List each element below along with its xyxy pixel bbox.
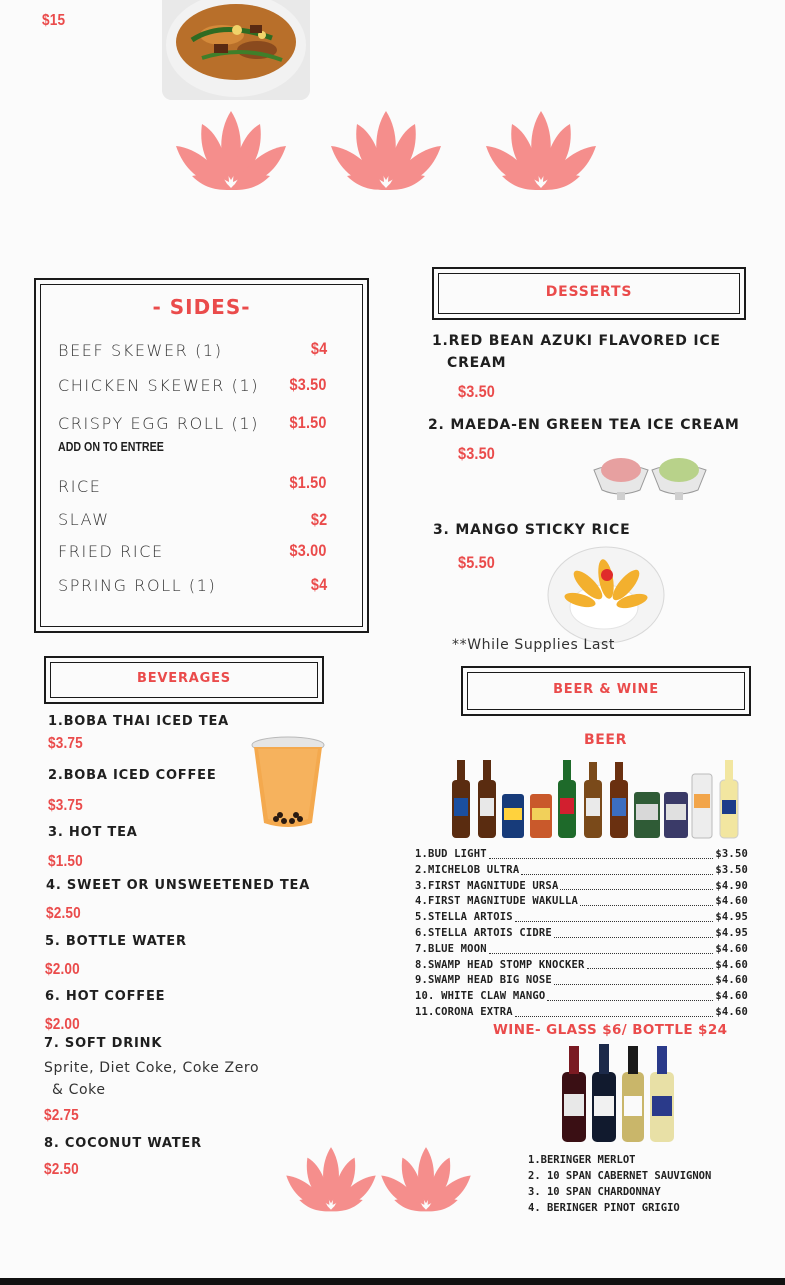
beverage-item-name: 7. SOFT DRINK (44, 1036, 163, 1051)
beverage-item-name: 1.BOBA THAI ICED TEA (48, 714, 229, 729)
side-item-price: $4 (310, 339, 327, 358)
beer-row (415, 926, 748, 942)
dessert-item-name: 1.RED BEAN AZUKI FLAVORED ICE (432, 333, 721, 349)
ice-cream-image (590, 450, 710, 508)
beer-bottles-image (446, 758, 746, 846)
beer-name: 1.BUD LIGHT (415, 848, 487, 860)
beer-name: 4.FIRST MAGNITUDE WAKULLA (415, 895, 579, 908)
lotus-icon (327, 106, 445, 196)
beer-row (415, 847, 748, 863)
beer-price: $4.90 (715, 879, 748, 892)
beer-row (415, 863, 748, 879)
soft-drink-description-cont: & Coke (52, 1082, 106, 1098)
dessert-item-price: $5.50 (458, 553, 496, 572)
desserts-title: DESSERTS (545, 284, 633, 300)
beer-name: 8.SWAMP HEAD STOMP KNOCKER (415, 958, 585, 971)
side-item-name: CRISPY EGG ROLL (1) (58, 414, 260, 433)
beverage-item-name: 6. HOT COFFEE (45, 989, 166, 1004)
beverage-item-price: $3.75 (48, 797, 83, 814)
dessert-item-name: 3. MANGO STICKY RICE (433, 522, 631, 538)
side-item-price: $3.00 (289, 541, 327, 560)
dessert-item-name: 2. MAEDA-EN GREEN TEA ICE CREAM (428, 417, 740, 433)
side-item-price: $2 (310, 510, 327, 529)
beverages-title: BEVERAGES (137, 671, 231, 686)
beverage-item-price: $2.50 (46, 905, 81, 922)
sides-title: - SIDES- (152, 295, 251, 319)
beer-name: 10. WHITE CLAW MANGO (415, 990, 546, 1003)
noodle-dish-image (162, 0, 310, 100)
side-item-price: $1.50 (289, 473, 327, 492)
beer-price: $4.95 (715, 911, 748, 924)
beer-price: $4.60 (715, 974, 748, 987)
beer-price: $4.95 (715, 926, 748, 939)
wine-list (528, 1152, 711, 1216)
beer-price: $4.60 (715, 895, 748, 908)
beverage-item-price: $2.00 (45, 1016, 80, 1033)
wine-item: 4. BERINGER PINOT GRIGIO (528, 1202, 680, 1214)
side-item-name: RICE (58, 477, 102, 496)
beer-name: 5.STELLA ARTOIS (415, 911, 513, 924)
side-item-name: CHICKEN SKEWER (1) (58, 376, 260, 395)
side-item-name: SPRING ROLL (1) (58, 576, 217, 595)
lotus-icon (172, 106, 290, 196)
wine-item: 2. 10 SPAN CABERNET SAUVIGNON (528, 1170, 712, 1182)
lotus-icon (283, 1142, 379, 1218)
beer-price: $4.60 (715, 942, 748, 955)
beer-price: $4.60 (715, 958, 748, 971)
mango-sticky-rice-image (546, 545, 666, 649)
beer-row (415, 958, 748, 974)
side-item-name: FRIED RICE (58, 542, 164, 561)
wine-item: 1.BERINGER MERLOT (528, 1154, 636, 1166)
beer-wine-title: BEER & WINE (553, 682, 659, 697)
lotus-icon (482, 106, 600, 196)
beer-heading: BEER (584, 732, 627, 748)
beer-row (415, 942, 748, 958)
beverage-item-price: $2.50 (44, 1161, 79, 1178)
dessert-item-price: $3.50 (458, 382, 496, 401)
wine-bottles-image (556, 1042, 680, 1150)
dessert-item-price: $3.50 (458, 444, 496, 463)
beverage-item-price: $1.50 (48, 853, 83, 870)
beer-price: $4.60 (715, 990, 748, 1003)
beer-name: 3.FIRST MAGNITUDE URSA (415, 879, 559, 892)
wine-heading: WINE- GLASS $6/ BOTTLE $24 (493, 1022, 728, 1038)
top-item-price: $15 (42, 12, 66, 29)
beer-name: 11.CORONA EXTRA (415, 1005, 513, 1018)
beer-name: 9.SWAMP HEAD BIG NOSE (415, 974, 552, 987)
lotus-icon (378, 1142, 474, 1218)
beverage-item-name: 2.BOBA ICED COFFEE (48, 768, 217, 783)
desserts-note: **While Supplies Last (452, 637, 615, 653)
side-item-price: $4 (310, 575, 327, 594)
wine-item: 3. 10 SPAN CHARDONNAY (528, 1186, 661, 1198)
beverages-header-box (44, 656, 324, 704)
beverage-item-name: 4. SWEET OR UNSWEETENED TEA (46, 878, 311, 893)
beer-price: $3.50 (715, 848, 748, 860)
beer-row (415, 973, 748, 989)
beer-name: 2.MICHELOB ULTRA (415, 863, 520, 876)
desserts-header-box (432, 267, 746, 320)
beer-row (415, 879, 748, 895)
beverage-item-name: 5. BOTTLE WATER (45, 934, 187, 949)
side-item-price: $1.50 (289, 413, 327, 432)
beer-price: $4.60 (715, 1005, 748, 1018)
side-item-price: $3.50 (289, 375, 327, 394)
beer-wine-header-box (461, 666, 751, 716)
beer-row (415, 989, 748, 1005)
beer-name: 6.STELLA ARTOIS CIDRE (415, 926, 552, 939)
beverage-item-price: $3.75 (48, 735, 83, 752)
beer-row (415, 894, 748, 910)
egg-roll-note: ADD ON TO ENTREE (58, 439, 164, 454)
soft-drink-description: Sprite, Diet Coke, Coke Zero (44, 1060, 260, 1076)
side-item-name: SLAW (58, 510, 110, 529)
beverage-item-name: 3. HOT TEA (48, 825, 138, 840)
beverage-item-price: $2.00 (45, 961, 80, 978)
beer-row (415, 910, 748, 926)
beer-name: 7.BLUE MOON (415, 942, 487, 955)
side-item-name: BEEF SKEWER (1) (58, 341, 223, 360)
beverage-item-price: $2.75 (44, 1107, 79, 1124)
beer-price: $3.50 (715, 863, 748, 876)
boba-tea-image (248, 735, 328, 835)
beer-row (415, 1005, 748, 1021)
bottom-border (0, 1278, 785, 1285)
dessert-item-name-cont: CREAM (447, 355, 507, 371)
beverage-item-name: 8. COCONUT WATER (44, 1136, 202, 1151)
beer-price-list (415, 847, 748, 1021)
